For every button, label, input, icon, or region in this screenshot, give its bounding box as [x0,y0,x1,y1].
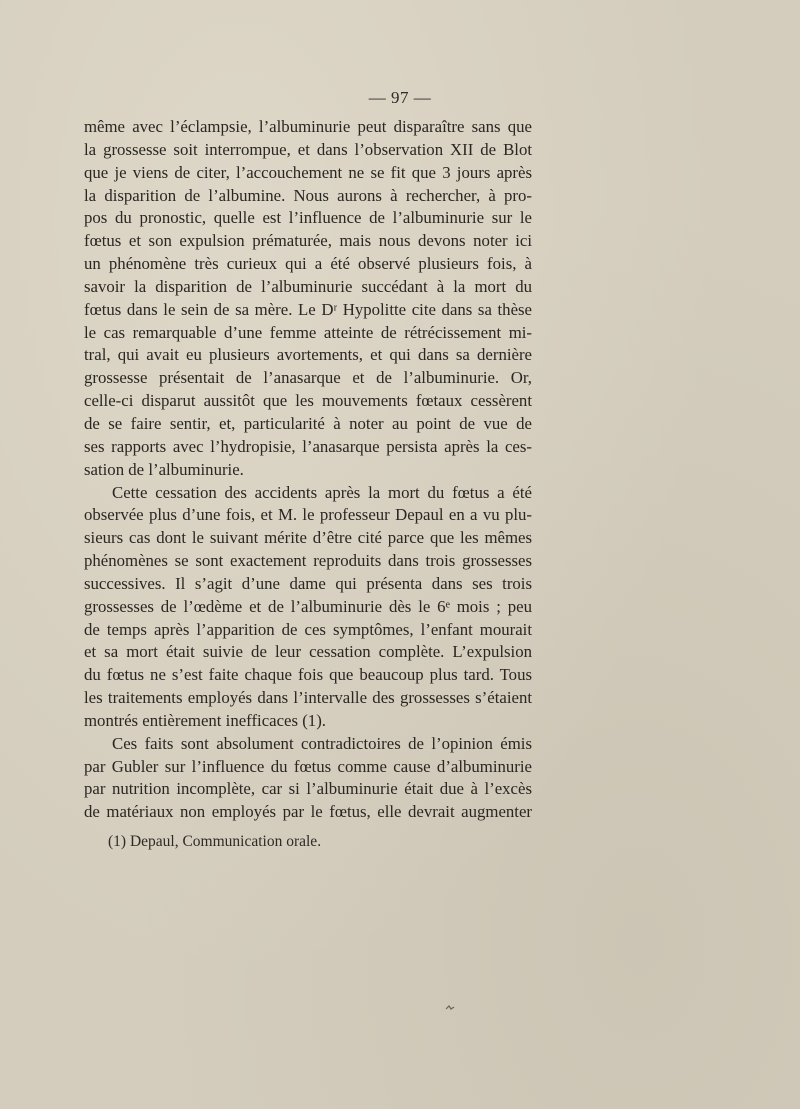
text-line: successives. Il s’agit d’une dame qui présenta dans ses trois [84,573,532,593]
text-line: que je viens de citer, l’accouchement ne se fit que 3 jours après [84,162,532,182]
text-line: tral, qui avait eu plusieurs avortements, et qui dans sa dernière [84,345,532,365]
ink-speck [445,1005,455,1011]
page-number: — 97 — [368,88,432,107]
text-line: sation de l’albuminurie. [84,459,244,479]
text-line: la grossesse soit interrompue, et dans l’observation XII de Blot [84,139,532,159]
text-line: même avec l’éclampsie, l’albuminurie peut disparaître sans que [84,117,532,136]
text-line: de matériaux non employés par le fœtus, elle devrait augmenter [84,802,532,822]
text-line: un phénomène très curieux qui a été observé plusieurs fois, à [84,254,532,274]
text-line: phénomènes se sont exactement reproduits dans trois grossesses [84,551,532,571]
text-line: fœtus et son expulsion prématurée, mais nous devons noter ici [84,231,532,251]
text-line: grossesses de l’œdème et de l’albuminurie dès le 6ᵉ mois ; peu [84,596,532,616]
speck-mark [445,1005,455,1011]
text-line: le cas remarquable d’une femme atteinte de rétrécissement mi- [84,322,532,342]
text-line: par nutrition incomplète, car si l’albuminurie était due à l’excès [84,779,532,799]
text-line: montrés entièrement inefficaces (1). [84,710,326,730]
text-line: de se faire sentir, et, particularité à noter au point de vue de [84,413,532,433]
text-line: observée plus d’une fois, et M. le professeur Depaul en a vu plu- [84,505,532,525]
text-line: de temps après l’apparition de ces symptômes, l’enfant mourait [84,619,532,639]
body-text [84,116,532,824]
text-line: les traitements employés dans l’intervalle des grossesses s’étaient [84,688,532,708]
text-line: celle-ci disparut aussitôt que les mouvements fœtaux cessèrent [84,391,532,411]
text-line: la disparition de l’albumine. Nous aurons à rechercher, à pro- [84,185,532,205]
text-line: du fœtus ne s’est faite chaque fois que beaucoup plus tard. Tous [84,665,532,685]
text-line: fœtus dans le sein de sa mère. Le Dʳ Hypolitte cite dans sa thèse [84,299,532,319]
text-line: savoir la disparition de l’albuminurie succédant à la mort du [84,276,532,296]
footnote: (1) Depaul, Communication orale. [108,833,322,850]
text-line: Ces faits sont absolument contradictoires de l’opinion émis [112,733,532,753]
text-line: grossesse présentait de l’anasarque et de l’albuminurie. Or, [84,368,532,388]
text-line: pos du pronostic, quelle est l’influence de l’albuminurie sur le [84,208,532,228]
text-line: et sa mort était suivie de leur cessation complète. L’expulsion [84,642,532,662]
text-line: par Gubler sur l’influence du fœtus comme cause d’albuminurie [84,756,532,776]
text-line: sieurs cas dont le suivant mérite d’être cité parce que les mêmes [84,528,532,548]
text-line: Cette cessation des accidents après la mort du fœtus a été [112,482,532,502]
text-line: ses rapports avec l’hydropisie, l’anasarque persista après la ces- [84,436,532,456]
